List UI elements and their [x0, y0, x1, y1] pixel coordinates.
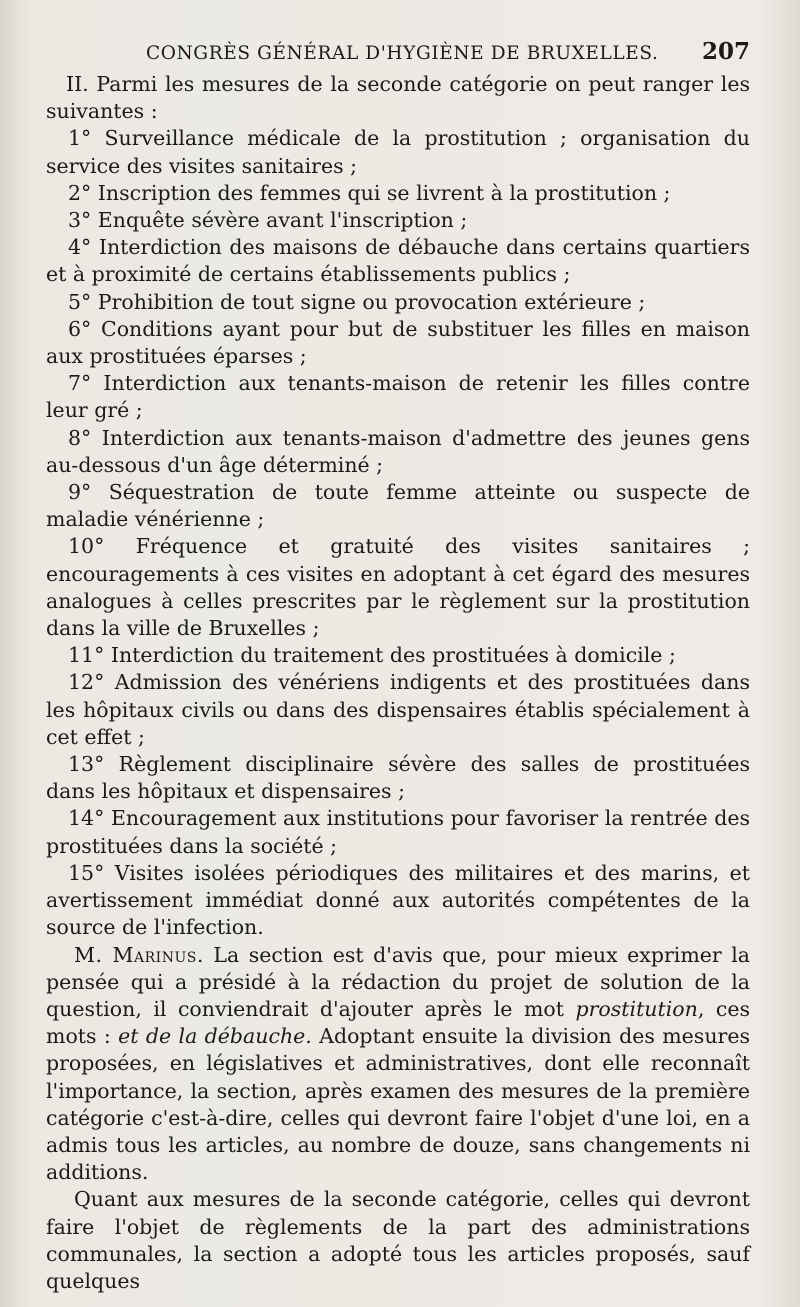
page-number: 207 — [701, 38, 750, 65]
page-body — [46, 71, 750, 1295]
paragraph-text: Adoptant ensuite la division des mesures proposées, en législatives et administratives, dont elle reconnaît l'importance, la section, après examen des mesures de la première catégorie c'est-à-dire, celles qui devront faire l'objet d'une loi, en a admis tous les articles, au nombre de douze, sans changements ni additions. — [46, 1024, 750, 1185]
paragraph-text: , ces mots : — [46, 996, 750, 1049]
list-item: 10° Fréquence et gratuité des visites sanitaires ; encouragements à ces visites en adoptant à cet égard des mesures analogues à celles prescrites par le règlement sur la prostitution dans la ville de Bruxelles ; — [46, 534, 750, 641]
paragraph-text: La section est d'avis que, pour mieux exprimer la pensée qui a présidé à la rédaction du projet de solution de la question, il conviendrait d'ajouter après le mot — [46, 942, 750, 1021]
list-item: 4° Interdiction des maisons de débauche dans certains quartiers et à proximité de certains établissements publics ; — [46, 235, 750, 287]
list-item: 14° Encouragement aux institutions pour favoriser la rentrée des prostituées dans la société ; — [46, 806, 750, 858]
list-item: 8° Interdiction aux tenants-maison d'admettre des jeunes gens au-dessous d'un âge déterminé ; — [46, 425, 750, 477]
list-item: 6° Conditions ayant pour but de substituer les filles en maison aux prostituées éparses ; — [46, 316, 750, 369]
list-item: 5° Prohibition de tout signe ou provocation extérieure ; — [68, 289, 646, 314]
list-item: 1° Surveillance médicale de la prostitution ; organisation du service des visites sanitaires ; — [46, 126, 750, 178]
marinus-paragraph — [46, 942, 750, 1187]
list-item: 15° Visites isolées périodiques des militaires et des marins, et avertissement immédiat donné aux autorités compétentes de la source de l'infection. — [46, 860, 750, 940]
italic-term: et de la débauche. — [118, 1024, 312, 1049]
italic-term: prostitution — [575, 996, 698, 1021]
page-header — [146, 38, 750, 65]
measures-list — [46, 125, 750, 941]
running-head: CONGRÈS GÉNÉRAL D'HYGIÈNE DE BRUXELLES. — [146, 43, 659, 64]
list-item: 3° Enquête sévère avant l'inscription ; — [68, 208, 468, 233]
list-item: 9° Séquestration de toute femme atteinte ou suspecte de maladie vénérienne ; — [46, 480, 750, 532]
list-item: 2° Inscription des femmes qui se livrent à la prostitution ; — [68, 180, 671, 205]
list-item: 12° Admission des vénériens indigents et des prostituées dans les hôpitaux civils ou dans des dispensaires établis spécialement à cet effet ; — [46, 670, 750, 749]
list-item: 11° Interdiction du traitement des prostituées à domicile ; — [68, 643, 676, 668]
intro-paragraph: II. Parmi les mesures de la seconde catégorie on peut ranger les suivantes : — [46, 72, 750, 124]
closing-paragraph: Quant aux mesures de la seconde catégorie, celles qui devront faire l'objet de règlements de la part des administrations communales, la section a adopté tous les articles proposés, sauf quelques — [46, 1187, 750, 1293]
list-item: 7° Interdiction aux tenants-maison de retenir les filles contre leur gré ; — [46, 371, 750, 423]
list-item: 13° Règlement disciplinaire sévère des salles de prostituées dans les hôpitaux et dispensaires ; — [46, 752, 750, 804]
speaker-name: M. Marinus. — [74, 942, 204, 967]
